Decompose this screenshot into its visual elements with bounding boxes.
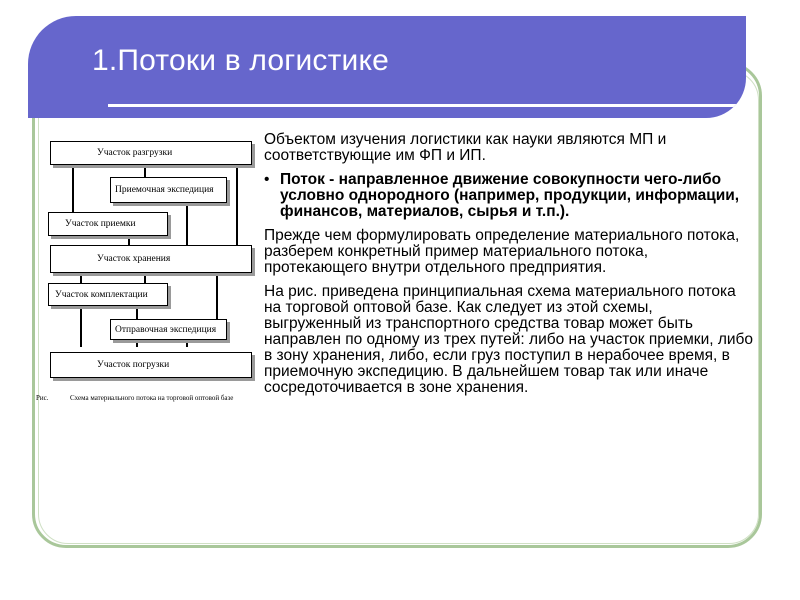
box-loading [50,352,252,378]
body-text [264,132,754,404]
slide-title: 1.Потоки в логистике [92,44,390,77]
box-label: Участок хранения [97,254,171,264]
box-label: Отправочная экспедиция [115,324,217,335]
paragraph-2-bullet [264,172,754,220]
paragraph-3: Прежде чем формулировать определение материального потока, разберем конкретный пример материального потока, протекающего внутри отдельного предприятия. [264,227,740,276]
box-dispatch-expedition [110,319,227,340]
figure-caption [36,394,233,402]
box-label: Участок погрузки [97,360,170,370]
box-receiving-expedition [110,177,227,203]
bullet-icon: • [264,171,270,188]
caption-prefix: Рис. [36,394,49,402]
paragraph-1: Объектом изучения логистики как науки являются МП и соответствующие им ФП и ИП. [264,131,667,164]
connector-line [236,165,238,245]
box-receiving [48,212,168,236]
connector-line [216,273,218,319]
box-picking [48,283,168,306]
box-storage [50,245,252,273]
connector-line [186,205,188,245]
title-underline [108,104,738,107]
box-label: Участок разгрузки [97,148,173,158]
box-label: Участок приемки [65,219,136,229]
connector-line [144,273,146,283]
box-label: Приемочная экспедиция [115,185,214,195]
connector-line [128,236,130,245]
connector-line [186,340,188,347]
caption-text: Схема материального потока на торговой оптовой базе [70,394,234,402]
paragraph-4: На рис. приведена принципиальная схема материального потока на торговой оптовой базе. Как следует из этой схемы, выгруженный из транспортного средства товар может быть направлен по одному из трех путей: либо на участок приемки, либо в зону хранения, либо, если груз поступил в нерабочее время, в приемочную экспедицию. В дальнейшем товар так или иначе сосредоточивается в зоне хранения. [264,283,754,396]
paragraph-2-text: Поток - направленное движение совокупности чего-либо условно однородного (например, продукции, информации, финансов, материалов, сырья и т.п.). [280,171,740,220]
connector-line [144,165,146,177]
flow-diagram [36,130,272,410]
box-label: Участок комплектации [55,289,148,300]
box-unloading [50,141,252,165]
